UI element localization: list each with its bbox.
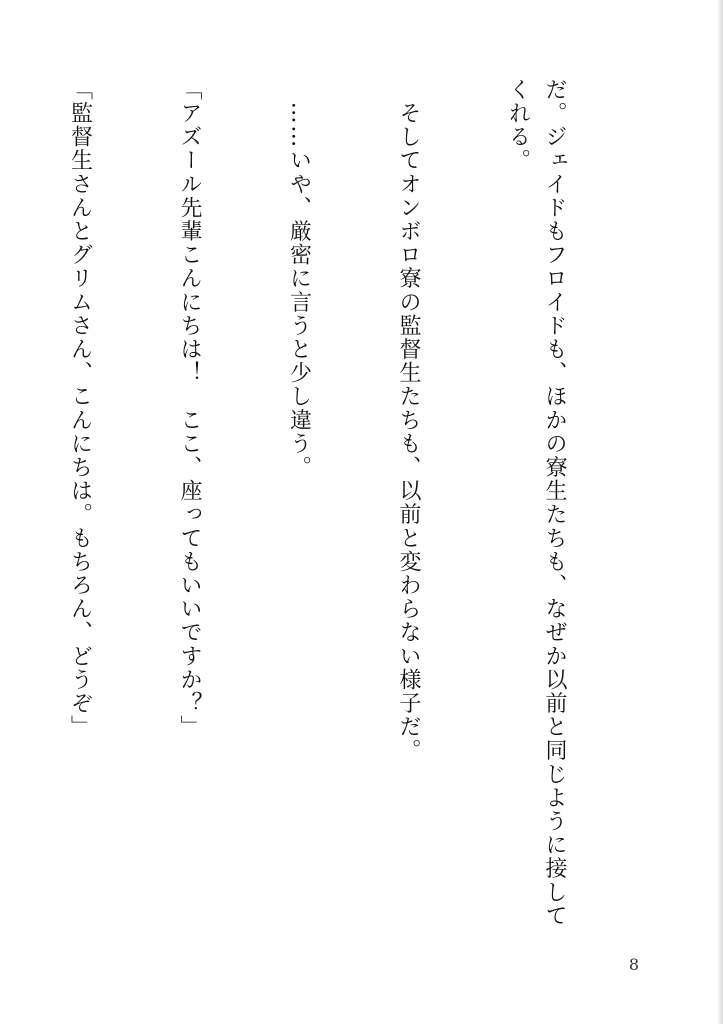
page-edge-shadow	[717, 0, 723, 1024]
text-line: ……いや、厳密に言うと少し違う。	[286, 78, 312, 480]
text-line: 「アズール先輩こんにちは！ ここ、座ってもいいですか？」	[177, 78, 202, 739]
text-line: 「監督生さんとグリムさん、こんにちは。もちろん、どうぞ」	[67, 78, 93, 739]
text-line: そしてオンボロ寮の監督生たちも、以前と変わらない様子だ。	[396, 78, 421, 763]
page-number: 8	[628, 955, 639, 974]
vertical-text-body	[65, 78, 645, 948]
text-line: だ。ジェイドもフロイドも、ほかの寮生たちも、なぜか以前と同じように接してくれる。	[505, 78, 567, 928]
